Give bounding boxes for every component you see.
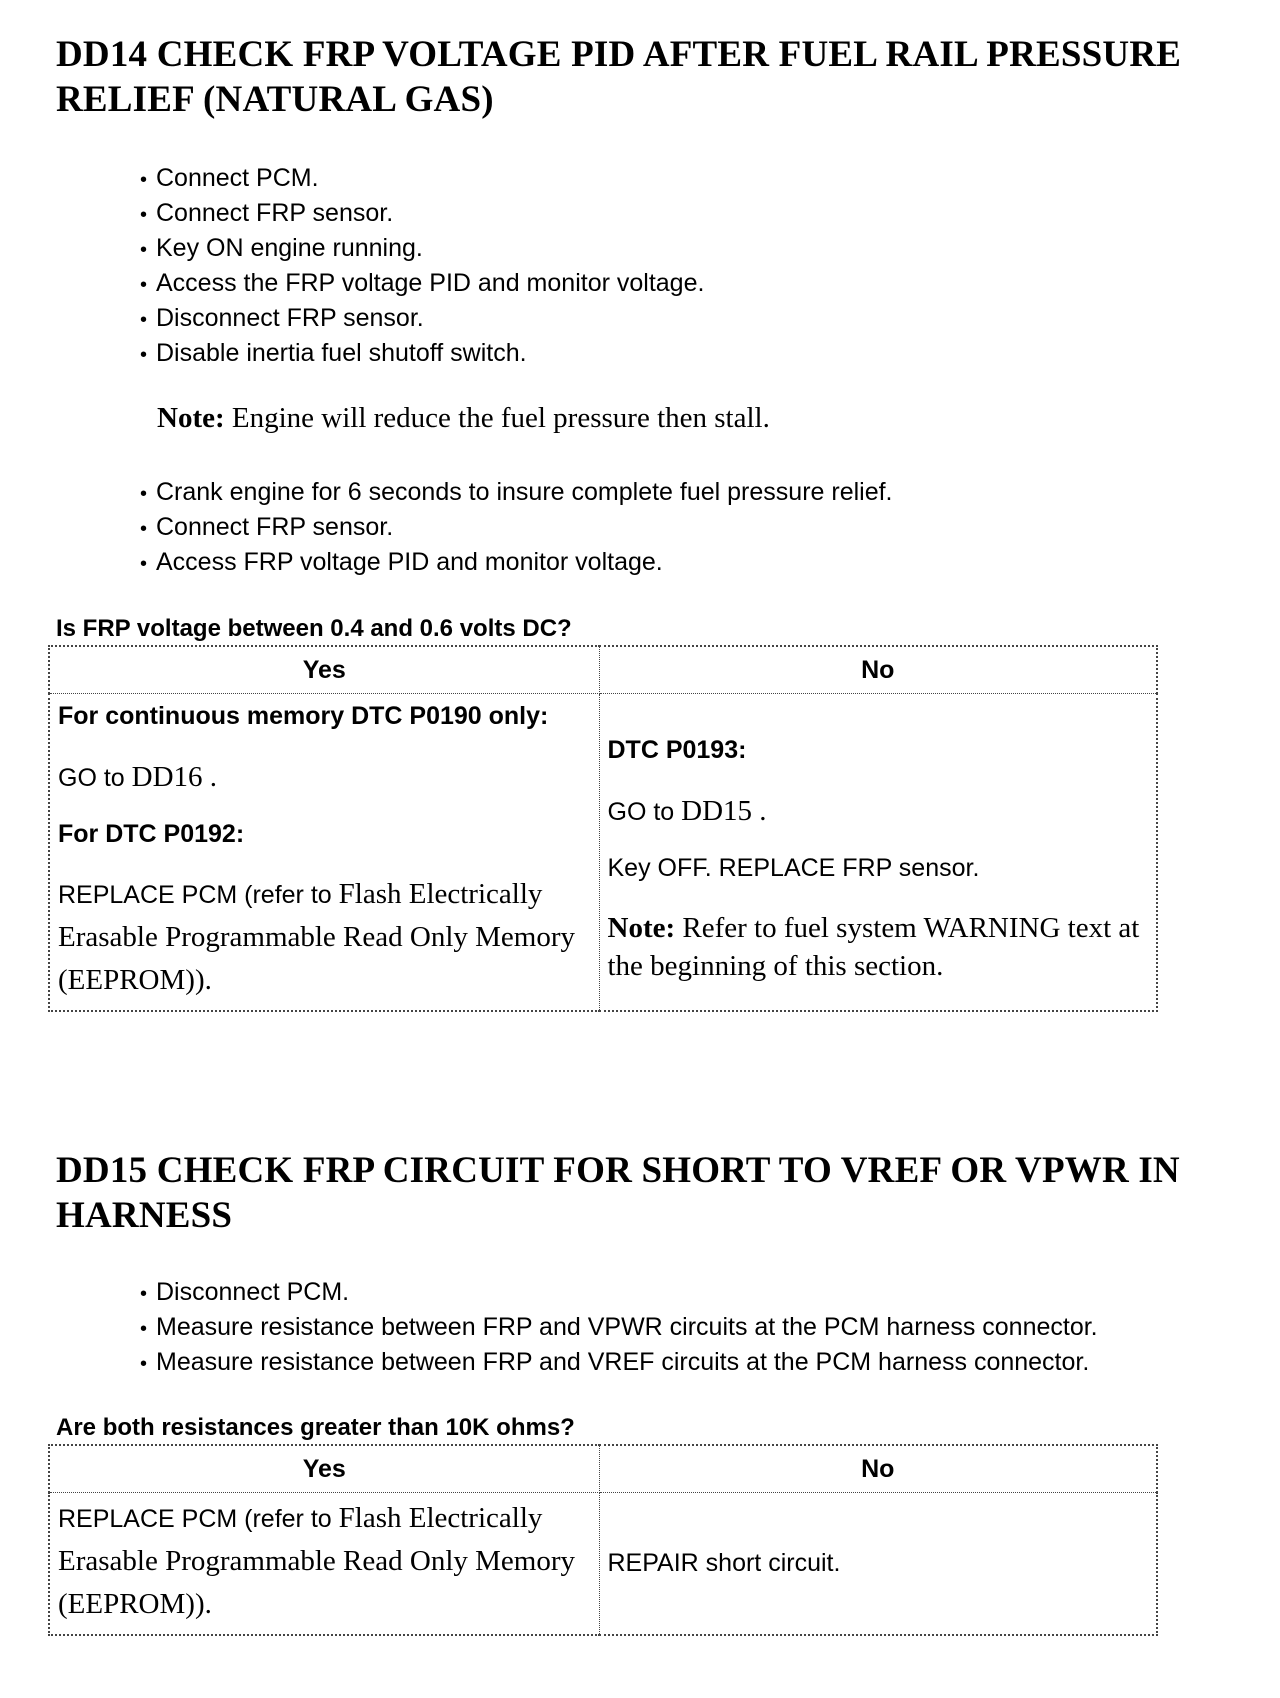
yes-cell [49,1493,599,1636]
no-cell [599,1493,1157,1636]
eeprom-reference-link[interactable]: Flash Electrically Erasable Programmable Read Only Memory (EEPROM) [58,878,576,996]
dd14-result-table [48,645,1158,1012]
list-item: • Disconnect PCM. [140,1276,1098,1311]
dd14-question: Is FRP voltage between 0.4 and 0.6 volts DC? [56,615,572,642]
list-item: • Measure resistance between FRP and VREF circuits at the PCM harness connector. [140,1346,1098,1381]
no-header: No [599,1445,1157,1493]
eeprom-reference-link[interactable]: Flash Electrically Erasable Programmable Read Only Memory (EEPROM) [58,1502,576,1620]
table-row [49,694,1157,1012]
list-item: • Key ON engine running. [140,232,704,267]
dd14-steps-list-a [140,162,704,372]
yes-replace-pcm: REPLACE PCM (refer to Flash Electrically Erasable Programmable Read Only Memory (EEPROM)). [58,1502,576,1620]
table-row [49,1493,1157,1636]
list-item: • Disconnect FRP sensor. [140,302,704,337]
list-item: • Access FRP voltage PID and monitor voltage. [140,546,893,581]
yes-replace-pcm: REPLACE PCM (refer to Flash Electrically Erasable Programmable Read Only Memory (EEPROM)). [58,878,576,996]
table-header-row [49,646,1157,694]
dd15-question: Are both resistances greater than 10K ohms? [56,1414,575,1441]
no-action: Key OFF. REPLACE FRP sensor. [607,854,980,882]
dd14-note [157,400,770,436]
note-label: Note: [157,402,225,434]
dd14-title: DD14 CHECK FRP VOLTAGE PID AFTER FUEL RAIL PRESSURE RELIEF (NATURAL GAS) [56,34,1182,120]
dd15-title: DD15 CHECK FRP CIRCUIT FOR SHORT TO VREF OR VPWR IN HARNESS [56,1150,1180,1236]
no-action: REPAIR short circuit. [607,1549,841,1577]
goto-dd16-link[interactable]: DD16 [131,761,203,793]
no-condition-p0193: DTC P0193: [607,736,747,764]
table-header-row [49,1445,1157,1493]
list-item: • Connect PCM. [140,162,704,197]
dd14-steps-list-b [140,476,893,581]
list-item: • Connect FRP sensor. [140,511,893,546]
list-item: • Disable inertia fuel shutoff switch. [140,337,704,372]
yes-header: Yes [49,1445,599,1493]
yes-condition-p0190: For continuous memory DTC P0190 only: [58,702,549,730]
note-text: Refer to fuel system WARNING text at the beginning of this section. [607,912,1140,982]
note-text: Engine will reduce the fuel pressure then stall. [224,402,770,434]
yes-header: Yes [49,646,599,694]
no-header: No [599,646,1157,694]
yes-condition-p0192: For DTC P0192: [58,820,245,848]
no-goto-line: GO to DD15 . [607,795,767,827]
list-item: • Crank engine for 6 seconds to insure complete fuel pressure relief. [140,476,893,511]
yes-cell [49,694,599,1012]
no-note [608,909,1149,985]
dd15-result-table [48,1444,1158,1636]
list-item: • Connect FRP sensor. [140,197,704,232]
note-label: Note: [607,912,676,944]
list-item: • Measure resistance between FRP and VPWR circuits at the PCM harness connector. [140,1311,1098,1346]
goto-dd15-link[interactable]: DD15 [681,795,753,827]
yes-goto-line: GO to DD16 . [58,761,218,793]
no-cell [599,694,1157,1012]
dd15-steps-list [140,1276,1098,1381]
list-item: • Access the FRP voltage PID and monitor voltage. [140,267,704,302]
